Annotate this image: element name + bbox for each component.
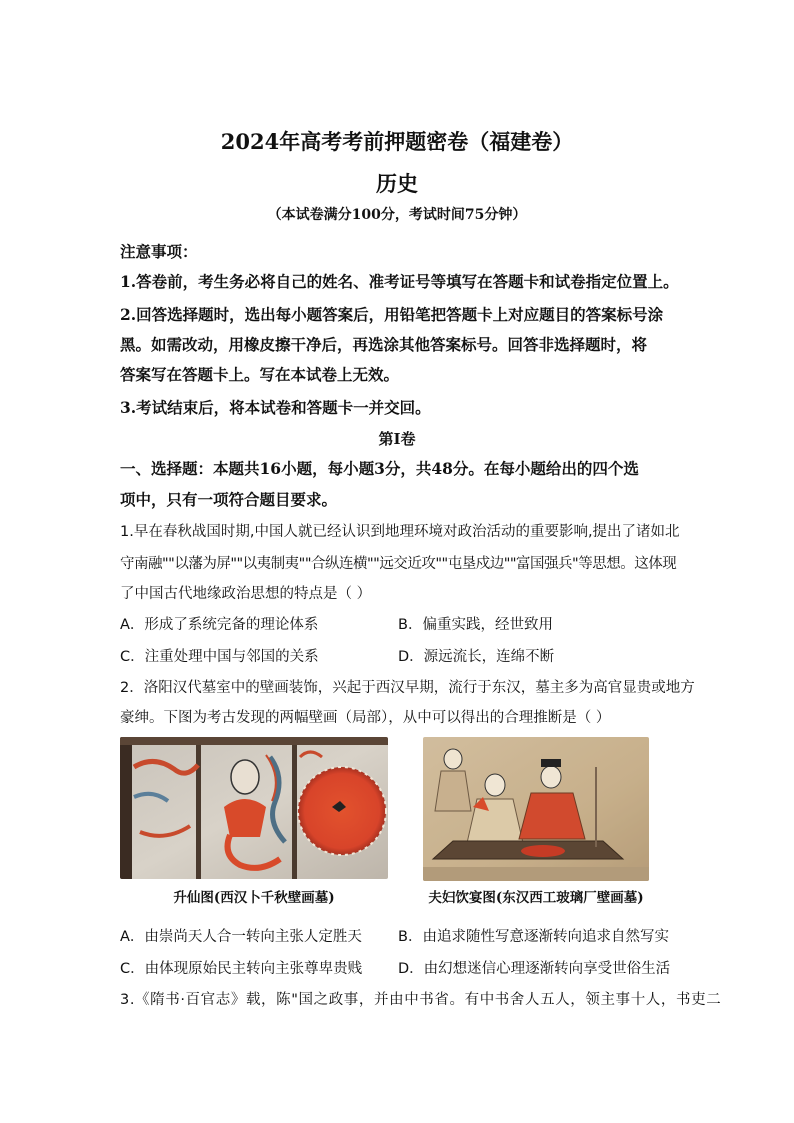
exam-info: （本试卷满分100分，考试时间75分钟） (267, 207, 527, 223)
question-3-text: 3.《隋书·百官志》载，陈"国之政事，并由中书省。有中书舍人五人，领主事十人，书吏二 (120, 992, 722, 1008)
q1-option-c: C．注重处理中国与邻国的关系 (120, 649, 319, 665)
mural-banquet-drawing (423, 737, 649, 881)
mural-ascension-drawing (120, 737, 388, 879)
q1-option-a: A．形成了系统完备的理论体系 (120, 617, 319, 633)
caption-left: 升仙图(西汉卜千秋壁画墓) (173, 890, 335, 906)
note-line: 答案写在答题卡上。写在本试卷上无效。 (120, 365, 400, 384)
question-2-text: 2．洛阳汉代墓室中的壁画装饰，兴起于西汉早期，流行于东汉，墓主多为高官显贵或地方 (120, 680, 695, 696)
section-instruction: 项中，只有一项符合题目要求。 (120, 490, 338, 509)
q1-option-b: B．偏重实践，经世致用 (398, 617, 553, 633)
caption-right: 夫妇饮宴图(东汉西工玻璃厂壁画墓) (428, 890, 644, 906)
question-2-text: 豪绅。下图为考古发现的两幅壁画（局部），从中可以得出的合理推断是（ ） (120, 710, 611, 726)
mural-banquet-image (423, 737, 649, 881)
q1-option-d: D．源远流长，连绵不断 (398, 649, 555, 665)
subject-title: 历史 (376, 171, 418, 196)
notes-heading: 注意事项： (120, 242, 198, 261)
note-line: 2.回答选择题时，选出每小题答案后，用铅笔把答题卡上对应题目的答案标号涂 (120, 305, 664, 324)
mural-ascension-image (120, 737, 388, 879)
question-1-text: 了中国古代地缘政治思想的特点是（ ） (120, 586, 372, 602)
section-instruction: 一、选择题：本题共16小题，每小题3分，共48分。在每小题给出的四个选 (120, 459, 639, 478)
note-line: 1.答卷前，考生务必将自己的姓名、准考证号等填写在答题卡和试卷指定位置上。 (120, 272, 679, 291)
question-1-text: 守南融""以藩为屏""以夷制夷""合纵连横""远交近攻""屯垦戍边""富国强兵"等思想。这体现 (120, 556, 677, 572)
exam-title: 2024年高考考前押题密卷（福建卷） (220, 129, 574, 154)
note-line: 黑。如需改动，用橡皮擦干净后，再选涂其他答案标号。回答非选择题时，将 (120, 335, 648, 354)
q2-option-d: D．由幻想迷信心理逐渐转向享受世俗生活 (398, 961, 671, 977)
q2-option-a: A．由崇尚天人合一转向主张人定胜天 (120, 929, 362, 945)
note-line: 3.考试结束后，将本试卷和答题卡一并交回。 (120, 398, 431, 417)
volume-label: 第Ⅰ卷 (378, 430, 416, 448)
q2-option-c: C．由体现原始民主转向主张尊卑贵贱 (120, 961, 363, 977)
question-1-text: 1.早在春秋战国时期,中国人就已经认识到地理环境对政治活动的重要影响,提出了诸如北 (120, 524, 680, 540)
q2-option-b: B．由追求随性写意逐渐转向追求自然写实 (398, 929, 669, 945)
